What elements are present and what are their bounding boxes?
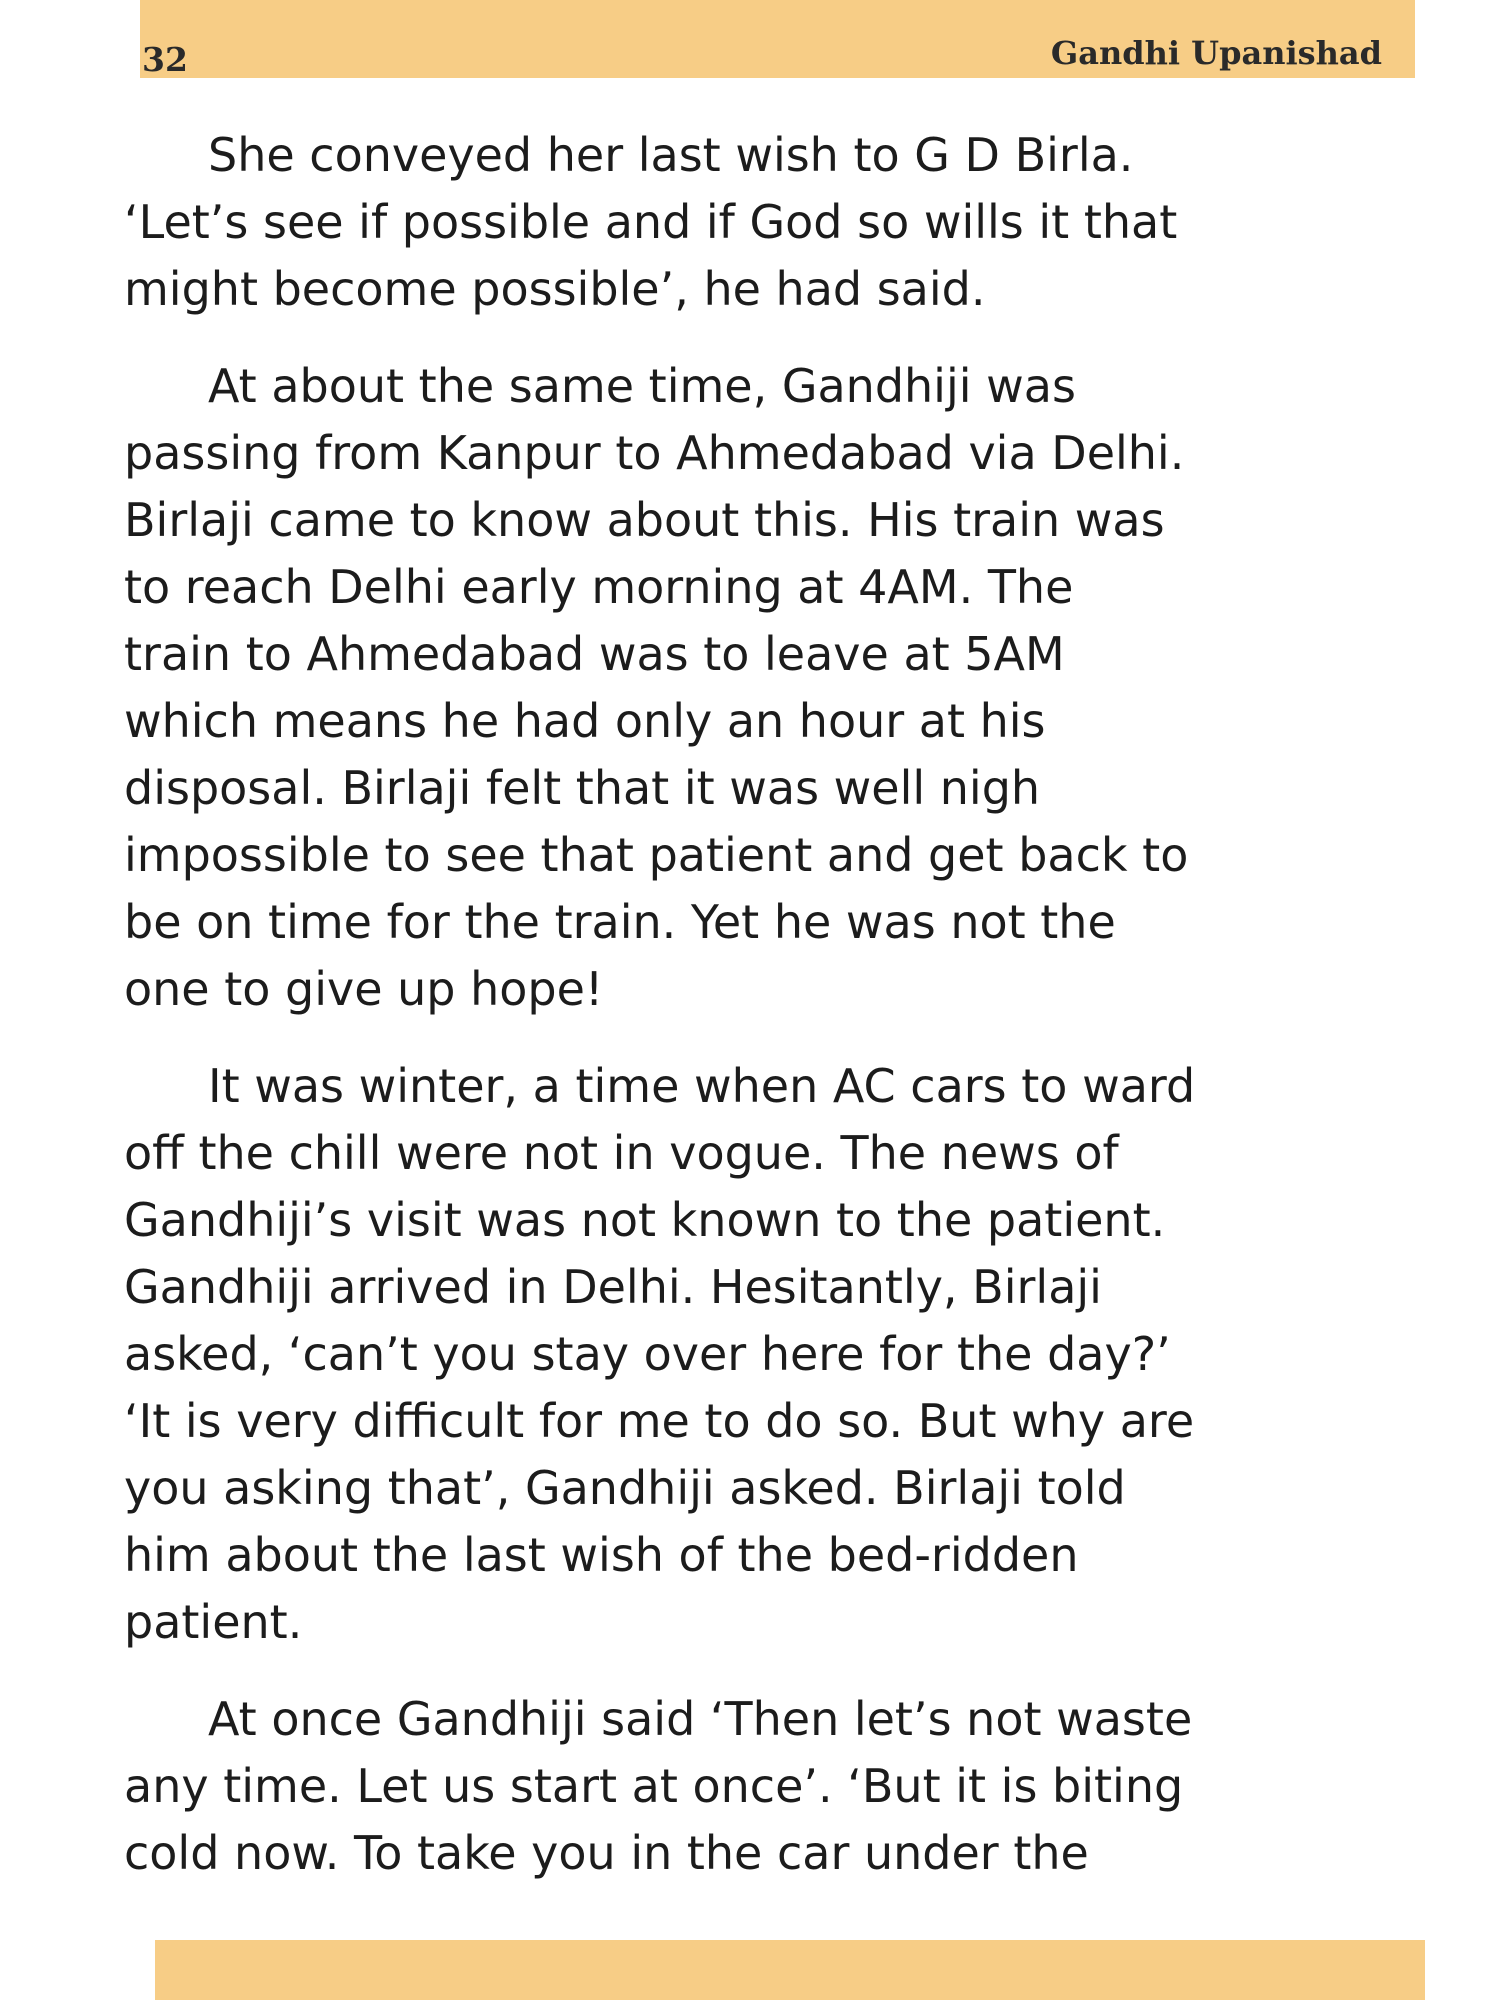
text-line: him about the last wish of the bed-ridden	[124, 1528, 1079, 1582]
text-line: At about the same time, Gandhiji was	[208, 359, 1076, 413]
text-line: train to Ahmedabad was to leave at 5AM	[124, 627, 1065, 681]
page-number: 32	[142, 40, 188, 79]
text-line: one to give up hope!	[124, 962, 604, 1016]
text-line: It was winter, a time when AC cars to ward	[208, 1059, 1196, 1113]
body-text	[124, 122, 1424, 1887]
text-line: She conveyed her last wish to G D Birla.	[208, 128, 1134, 182]
text-line: ‘It is very difficult for me to do so. But why are	[124, 1394, 1195, 1448]
text-line: any time. Let us start at once’. ‘But it is biting	[124, 1759, 1184, 1813]
text-line: asked, ‘can’t you stay over here for the day?’	[124, 1327, 1171, 1381]
text-line: cold now. To take you in the car under the	[124, 1826, 1089, 1880]
text-line: off the chill were not in vogue. The news of	[124, 1126, 1119, 1180]
text-line: At once Gandhiji said ‘Then let’s not waste	[208, 1692, 1193, 1746]
text-line: Gandhiji arrived in Delhi. Hesitantly, Birlaji	[124, 1260, 1102, 1314]
text-line: Birlaji came to know about this. His train was	[124, 493, 1165, 547]
text-line: you asking that’, Gandhiji asked. Birlaji told	[124, 1461, 1126, 1515]
text-line: might become possible’, he had said.	[124, 262, 986, 316]
text-line: disposal. Birlaji felt that it was well nigh	[124, 761, 1041, 815]
footer-band	[155, 1940, 1425, 2000]
running-title: Gandhi Upanishad	[1050, 34, 1382, 72]
text-line: impossible to see that patient and get back to	[124, 828, 1189, 882]
text-line: ‘Let’s see if possible and if God so wills it that	[124, 195, 1178, 249]
text-line: Gandhiji’s visit was not known to the patient.	[124, 1193, 1166, 1247]
text-line: which means he had only an hour at his	[124, 694, 1046, 748]
text-line: passing from Kanpur to Ahmedabad via Delhi.	[124, 426, 1185, 480]
text-line: to reach Delhi early morning at 4AM. The	[124, 560, 1074, 614]
text-line: be on time for the train. Yet he was not the	[124, 895, 1116, 949]
text-line: patient.	[124, 1595, 303, 1649]
